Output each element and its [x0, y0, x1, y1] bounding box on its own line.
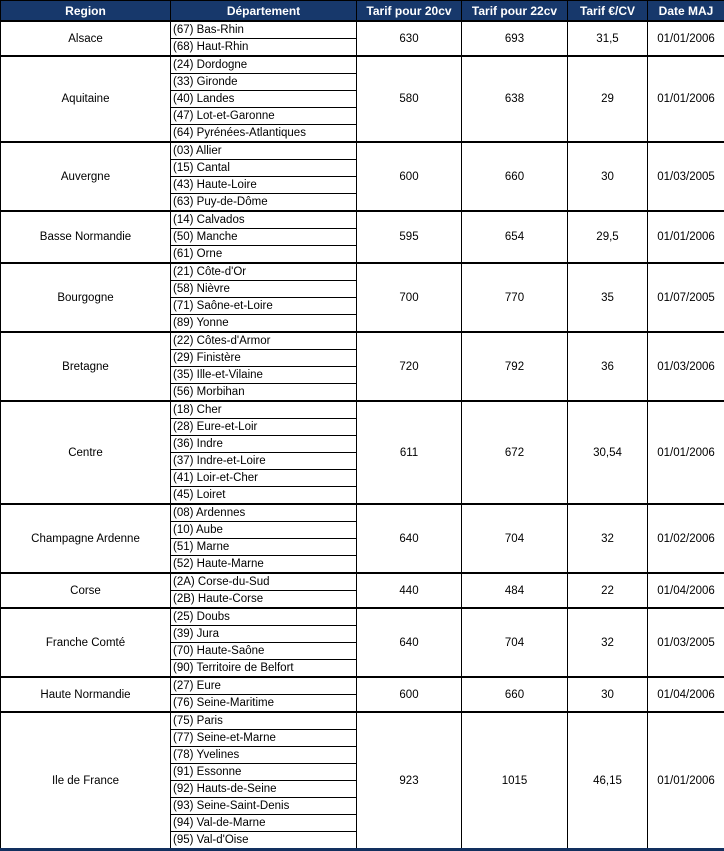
tarif-eur-cv-cell: 29,5 [568, 211, 648, 263]
tarif-22cv-cell: 638 [462, 56, 568, 142]
region-name-cell: Bourgogne [1, 263, 171, 332]
tarif-22cv-cell: 704 [462, 504, 568, 573]
departement-cell: (03) Allier [171, 142, 357, 160]
departement-cell: (27) Eure [171, 677, 357, 695]
date-maj-cell: 01/01/2006 [648, 56, 724, 142]
table-row [1, 56, 724, 74]
tarif-20cv-cell: 640 [357, 504, 462, 573]
date-maj-cell: 01/01/2006 [648, 211, 724, 263]
tarif-22cv-cell: 704 [462, 608, 568, 677]
col-header-region: Region [1, 1, 171, 22]
date-maj-cell: 01/01/2006 [648, 401, 724, 504]
departement-cell: (64) Pyrénées-Atlantiques [171, 125, 357, 143]
region-name-cell: Bretagne [1, 332, 171, 401]
departement-cell: (43) Haute-Loire [171, 177, 357, 194]
table-body [1, 21, 724, 850]
tarif-20cv-cell: 630 [357, 21, 462, 56]
tarif-22cv-cell: 484 [462, 573, 568, 608]
departement-cell: (24) Dordogne [171, 56, 357, 74]
departement-cell: (77) Seine-et-Marne [171, 730, 357, 747]
tarif-eur-cv-cell: 31,5 [568, 21, 648, 56]
date-maj-cell: 01/04/2006 [648, 573, 724, 608]
date-maj-cell: 01/03/2005 [648, 142, 724, 211]
table-row [1, 332, 724, 350]
departement-cell: (75) Paris [171, 712, 357, 730]
tarif-20cv-cell: 611 [357, 401, 462, 504]
region-name-cell: Auvergne [1, 142, 171, 211]
departement-cell: (93) Seine-Saint-Denis [171, 798, 357, 815]
tarif-20cv-cell: 720 [357, 332, 462, 401]
date-maj-cell: 01/01/2006 [648, 712, 724, 850]
date-maj-cell: 01/03/2005 [648, 608, 724, 677]
table-row [1, 211, 724, 229]
departement-cell: (18) Cher [171, 401, 357, 419]
date-maj-cell: 01/02/2006 [648, 504, 724, 573]
table-row [1, 401, 724, 419]
departement-cell: (58) Nièvre [171, 281, 357, 298]
region-name-cell: Aquitaine [1, 56, 171, 142]
table-row [1, 677, 724, 695]
departement-cell: (94) Val-de-Marne [171, 815, 357, 832]
departement-cell: (56) Morbihan [171, 384, 357, 402]
departement-cell: (47) Lot-et-Garonne [171, 108, 357, 125]
table-row [1, 504, 724, 522]
tarif-20cv-cell: 600 [357, 142, 462, 211]
table-row [1, 608, 724, 626]
tarif-eur-cv-cell: 22 [568, 573, 648, 608]
table-row [1, 21, 724, 39]
tarif-eur-cv-cell: 32 [568, 504, 648, 573]
departement-cell: (67) Bas-Rhin [171, 21, 357, 39]
table-row [1, 573, 724, 591]
region-name-cell: Franche Comté [1, 608, 171, 677]
departement-cell: (21) Côte-d'Or [171, 263, 357, 281]
tarif-eur-cv-cell: 30 [568, 677, 648, 712]
tarif-eur-cv-cell: 46,15 [568, 712, 648, 850]
departement-cell: (45) Loiret [171, 487, 357, 505]
departement-cell: (2A) Corse-du-Sud [171, 573, 357, 591]
table-header [1, 1, 724, 22]
tarif-22cv-cell: 770 [462, 263, 568, 332]
region-name-cell: Basse Normandie [1, 211, 171, 263]
table-row [1, 263, 724, 281]
departement-cell: (39) Jura [171, 626, 357, 643]
region-name-cell: Centre [1, 401, 171, 504]
departement-cell: (50) Manche [171, 229, 357, 246]
tarif-eur-cv-cell: 36 [568, 332, 648, 401]
departement-cell: (71) Saône-et-Loire [171, 298, 357, 315]
departement-cell: (40) Landes [171, 91, 357, 108]
departement-cell: (15) Cantal [171, 160, 357, 177]
departement-cell: (36) Indre [171, 436, 357, 453]
departement-cell: (91) Essonne [171, 764, 357, 781]
region-name-cell: Ile de France [1, 712, 171, 850]
departement-cell: (33) Gironde [171, 74, 357, 91]
date-maj-cell: 01/07/2005 [648, 263, 724, 332]
departement-cell: (2B) Haute-Corse [171, 591, 357, 609]
departement-cell: (35) Ille-et-Vilaine [171, 367, 357, 384]
tarif-20cv-cell: 440 [357, 573, 462, 608]
col-header-tarif-eur-cv: Tarif €/CV [568, 1, 648, 22]
tarif-22cv-cell: 693 [462, 21, 568, 56]
date-maj-cell: 01/03/2006 [648, 332, 724, 401]
departement-cell: (51) Marne [171, 539, 357, 556]
tarif-22cv-cell: 660 [462, 677, 568, 712]
region-name-cell: Champagne Ardenne [1, 504, 171, 573]
departement-cell: (22) Côtes-d'Armor [171, 332, 357, 350]
departement-cell: (70) Haute-Saône [171, 643, 357, 660]
tarif-20cv-cell: 640 [357, 608, 462, 677]
date-maj-cell: 01/04/2006 [648, 677, 724, 712]
tarif-eur-cv-cell: 32 [568, 608, 648, 677]
departement-cell: (63) Puy-de-Dôme [171, 194, 357, 212]
tarif-22cv-cell: 1015 [462, 712, 568, 850]
tarif-20cv-cell: 595 [357, 211, 462, 263]
departement-cell: (10) Aube [171, 522, 357, 539]
departement-cell: (92) Hauts-de-Seine [171, 781, 357, 798]
tarif-20cv-cell: 580 [357, 56, 462, 142]
table-row [1, 712, 724, 730]
tarif-20cv-cell: 923 [357, 712, 462, 850]
tarif-eur-cv-cell: 30 [568, 142, 648, 211]
tarif-22cv-cell: 672 [462, 401, 568, 504]
region-name-cell: Alsace [1, 21, 171, 56]
departement-cell: (29) Finistère [171, 350, 357, 367]
departement-cell: (37) Indre-et-Loire [171, 453, 357, 470]
tarif-eur-cv-cell: 35 [568, 263, 648, 332]
departement-cell: (76) Seine-Maritime [171, 695, 357, 713]
tarif-22cv-cell: 792 [462, 332, 568, 401]
date-maj-cell: 01/01/2006 [648, 21, 724, 56]
tarif-eur-cv-cell: 29 [568, 56, 648, 142]
departement-cell: (89) Yonne [171, 315, 357, 333]
table-row [1, 142, 724, 160]
region-name-cell: Haute Normandie [1, 677, 171, 712]
departement-cell: (95) Val-d'Oise [171, 832, 357, 850]
departement-cell: (78) Yvelines [171, 747, 357, 764]
departement-cell: (08) Ardennes [171, 504, 357, 522]
departement-cell: (25) Doubs [171, 608, 357, 626]
departement-cell: (14) Calvados [171, 211, 357, 229]
departement-cell: (41) Loir-et-Cher [171, 470, 357, 487]
tarif-20cv-cell: 600 [357, 677, 462, 712]
departement-cell: (28) Eure-et-Loir [171, 419, 357, 436]
departement-cell: (52) Haute-Marne [171, 556, 357, 574]
tarif-22cv-cell: 660 [462, 142, 568, 211]
col-header-tarif-22cv: Tarif pour 22cv [462, 1, 568, 22]
departement-cell: (61) Orne [171, 246, 357, 264]
departement-cell: (90) Territoire de Belfort [171, 660, 357, 678]
tarif-20cv-cell: 700 [357, 263, 462, 332]
tarif-22cv-cell: 654 [462, 211, 568, 263]
departement-cell: (68) Haut-Rhin [171, 39, 357, 57]
col-header-departement: Département [171, 1, 357, 22]
region-name-cell: Corse [1, 573, 171, 608]
col-header-date-maj: Date MAJ [648, 1, 724, 22]
tarif-eur-cv-cell: 30,54 [568, 401, 648, 504]
header-row [1, 1, 724, 22]
col-header-tarif-20cv: Tarif pour 20cv [357, 1, 462, 22]
